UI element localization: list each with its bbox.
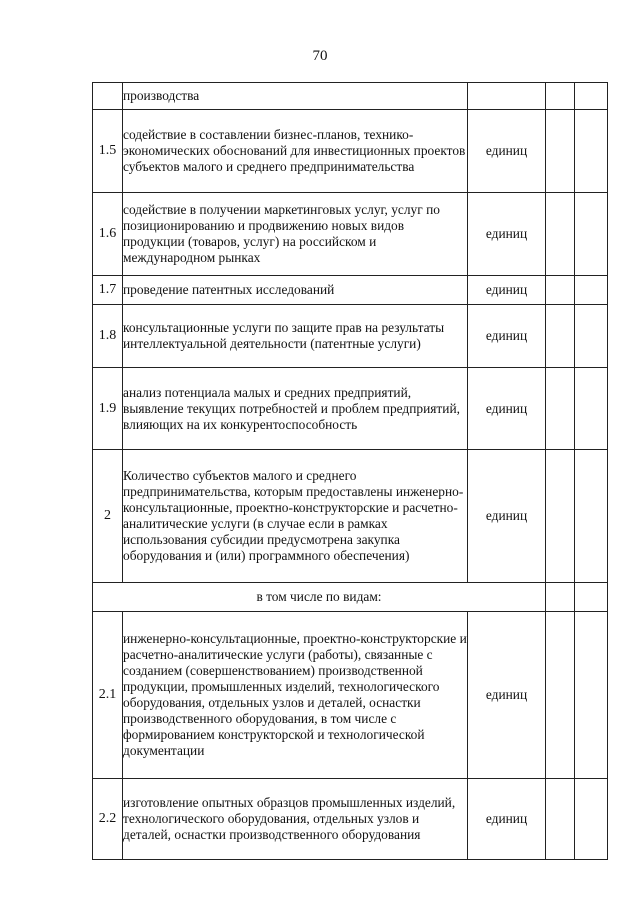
row-number: 2 bbox=[93, 450, 123, 583]
table-row bbox=[93, 305, 608, 368]
row-description: анализ потенциала малых и средних предприятий, выявление текущих потребностей и проблем предприятий, влияющих на их конкурентоспособность bbox=[123, 368, 468, 450]
table-row bbox=[93, 193, 608, 276]
empty-cell bbox=[546, 276, 575, 305]
page-number: 70 bbox=[312, 48, 328, 64]
row-description: проведение патентных исследований bbox=[123, 276, 468, 305]
row-description: консультационные услуги по защите прав на результаты интеллектуальной деятельности (патентные услуги) bbox=[123, 305, 468, 368]
row-description: производства bbox=[123, 83, 468, 110]
empty-cell bbox=[546, 193, 575, 276]
empty-cell bbox=[575, 583, 608, 612]
table-row bbox=[93, 368, 608, 450]
empty-cell bbox=[546, 450, 575, 583]
empty-cell bbox=[575, 612, 608, 779]
indicator-table bbox=[92, 82, 608, 860]
empty-cell bbox=[546, 83, 575, 110]
empty-cell bbox=[575, 368, 608, 450]
table-row bbox=[93, 612, 608, 779]
empty-cell bbox=[575, 276, 608, 305]
row-description: содействие в составлении бизнес-планов, технико-экономических обоснований для инвестиционных проектов субъектов малого и среднего предпринимательства bbox=[123, 110, 468, 193]
row-unit: единиц bbox=[468, 368, 546, 450]
empty-cell bbox=[575, 450, 608, 583]
row-description: содействие в получении маркетинговых услуг, услуг по позиционированию и продвижению новых видов продукции (товаров, услуг) на российском и международном рынках bbox=[123, 193, 468, 276]
table-row bbox=[93, 450, 608, 583]
empty-cell bbox=[575, 779, 608, 860]
empty-cell bbox=[546, 583, 575, 612]
row-unit: единиц bbox=[468, 110, 546, 193]
row-unit: единиц bbox=[468, 193, 546, 276]
empty-cell bbox=[546, 779, 575, 860]
row-description: Количество субъектов малого и среднего предпринимательства, которым предоставлены инженерно-консультационные, проектно-конструкторские и расчетно-аналитические услуги (в случае если в рамках использования субсидии предусмотрена закупка оборудования и (или) программного обеспечения) bbox=[123, 450, 468, 583]
table-row bbox=[93, 276, 608, 305]
empty-cell bbox=[575, 83, 608, 110]
empty-cell bbox=[546, 368, 575, 450]
table-row bbox=[93, 779, 608, 860]
row-unit: единиц bbox=[468, 612, 546, 779]
row-number: 1.9 bbox=[93, 368, 123, 450]
row-unit: единиц bbox=[468, 779, 546, 860]
row-number: 1.7 bbox=[93, 276, 123, 305]
row-description: изготовление опытных образцов промышленных изделий, технологического оборудования, отдельных узлов и деталей, оснастки производственного оборудования bbox=[123, 779, 468, 860]
table-row bbox=[93, 110, 608, 193]
empty-cell bbox=[546, 612, 575, 779]
empty-cell bbox=[546, 305, 575, 368]
row-number bbox=[93, 83, 123, 110]
row-unit: единиц bbox=[468, 305, 546, 368]
section-subheading: в том числе по видам: bbox=[93, 583, 546, 612]
empty-cell bbox=[575, 193, 608, 276]
row-number: 2.1 bbox=[93, 612, 123, 779]
row-number: 1.5 bbox=[93, 110, 123, 193]
table-row bbox=[93, 583, 608, 612]
empty-cell bbox=[575, 110, 608, 193]
empty-cell bbox=[575, 305, 608, 368]
empty-cell bbox=[546, 110, 575, 193]
row-unit: единиц bbox=[468, 450, 546, 583]
row-unit bbox=[468, 83, 546, 110]
table-row bbox=[93, 83, 608, 110]
row-number: 2.2 bbox=[93, 779, 123, 860]
row-description: инженерно-консультационные, проектно-конструкторские и расчетно-аналитические услуги (работы), связанные с созданием (совершенствованием) производственной продукции, промышленных изделий, технологического оборудования, отдельных узлов и деталей, оснастки производственного оборудования, в том числе с формированием конструкторской и технологической документации bbox=[123, 612, 468, 779]
row-number: 1.6 bbox=[93, 193, 123, 276]
row-unit: единиц bbox=[468, 276, 546, 305]
row-number: 1.8 bbox=[93, 305, 123, 368]
